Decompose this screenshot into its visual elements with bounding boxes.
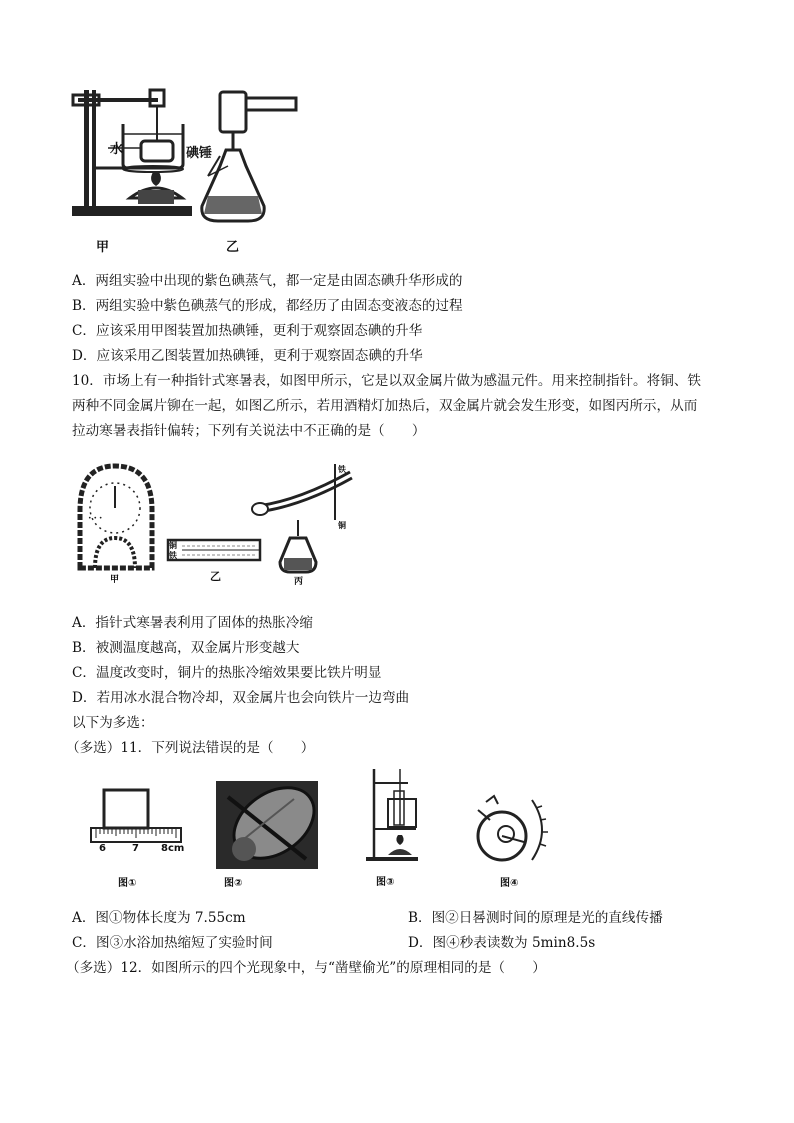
q9-option-d: D．应该采用乙图装置加热碘锤，更利于观察固态碘的升华 [72,348,423,364]
q10-stem-line2: 两种不同金属片铆在一起，如图乙所示，若用酒精灯加热后，双金属片就会发生形变，如图丙所示，从而 [72,398,698,414]
q9-apparatus-drawing [68,86,308,261]
caption-fig-1: 图① [118,878,137,889]
q11-figure-3 [360,765,422,891]
q10-stem-line3: 拉动寒暑表指针偏转；下列有关说法中不正确的是（ ） [72,423,426,439]
label-water: 水 [110,142,124,157]
q9-option-b: B．两组实验中紫色碘蒸气的形成，都经历了由固态变液态的过程 [72,298,463,314]
q11-option-a: A．图①物体长度为 7.55cm [72,910,246,926]
label-iodine-hammer: 碘锤 [186,146,213,161]
q10-option-a: A．指针式寒暑表利用了固体的热胀冷缩 [72,615,313,631]
q10-figure [70,460,360,590]
q10-strip-label-top: 铜 [169,541,177,550]
q10-caption-yi: 乙 [210,570,221,583]
q11-figure-1 [88,786,184,890]
q9-option-a: A．两组实验中出现的紫色碘蒸气，都一定是由固态碘升华形成的 [72,273,463,289]
q10-option-c: C．温度改变时，铜片的热胀冷缩效果要比铁片明显 [72,665,382,681]
q11-option-d: D．图④秒表读数为 5min8.5s [408,935,596,951]
q12-stem: （多选）12．如图所示的四个光现象中，与“凿壁偷光”的原理相同的是（ ） [66,960,546,976]
caption-fig-4: 图④ [500,878,519,889]
q11-stem: （多选）11．下列说法错误的是（ ） [66,740,315,756]
q10-option-b: B．被测温度越高，双金属片形变越大 [72,640,300,656]
caption-jia: 甲 [96,240,110,255]
water-bath-drawing [360,765,422,865]
q10-caption-jia: 甲 [110,575,120,585]
q11-figure-2 [214,779,324,891]
q11-option-c: C．图③水浴加热缩短了实验时间 [72,935,273,951]
q10-strip-label-bottom: 铁 [169,551,177,560]
q9-figure [68,86,308,261]
q10-stem-line1: 10．市场上有一种指针式寒暑表，如图甲所示，它是以双金属片做为感温元件。用来控制指针。将铜、铁 [72,373,702,389]
q10-bent-label-top: 铁 [338,465,346,474]
caption-yi: 乙 [226,240,240,255]
q11-figure-4 [466,794,556,892]
ruler-tick-6: 6 [99,843,106,854]
ruler-tick-8cm: 8cm [161,843,185,854]
stopwatch-drawing [466,794,554,866]
multi-select-header: 以下为多选： [72,715,154,731]
caption-fig-3: 图③ [376,877,395,888]
q10-bent-label-bottom: 铜 [338,521,346,530]
stand-rod [84,90,89,208]
q11-option-b: B．图②日晷测时间的原理是光的直线传播 [408,910,663,926]
sundial-drawing [214,779,320,871]
stand-base [72,206,192,216]
q10-option-d: D．若用冰水混合物冷却，双金属片也会向铁片一边弯曲 [72,690,410,706]
ruler-tick-7: 7 [132,843,139,854]
caption-fig-2: 图② [224,878,243,889]
svg-text:• • •: • • • [88,515,103,522]
q9-option-c: C．应该采用甲图装置加热碘锤，更利于观察固态碘的升华 [72,323,423,339]
q10-caption-bing: 丙 [294,577,304,587]
